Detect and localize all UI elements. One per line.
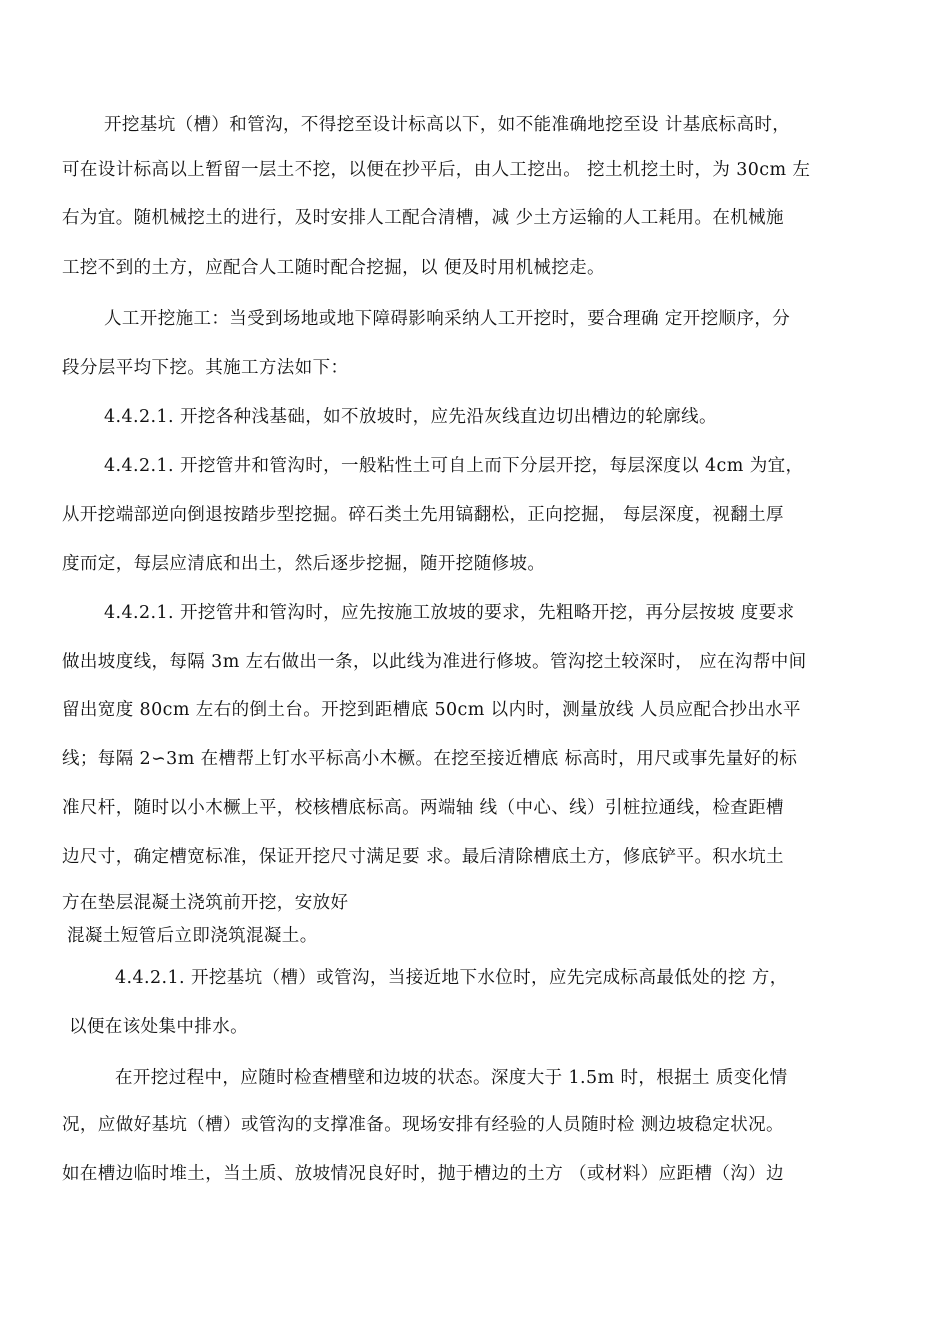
paragraph-5-line-6: 边尺寸，确定槽宽标准，保证开挖尺寸满足要 求。最后清除槽底土方，修底铲平。积水坑土 — [62, 847, 784, 867]
paragraph-5-line-7: 方在垫层混凝土浇筑前开挖，安放好 — [62, 893, 349, 913]
paragraph-7-line-1: 在开挖过程中，应随时检查槽壁和边坡的状态。深度大于 1.5m 时，根据土 质变化情 — [115, 1068, 788, 1088]
paragraph-7-line-3: 如在槽边临时堆土，当土质、放坡情况良好时，抛于槽边的土方 （或材料）应距槽（沟）边 — [62, 1164, 784, 1184]
paragraph-4-line-2: 从开挖端部逆向倒退按踏步型挖掘。碎石类土先用镐翻松，正向挖掘， 每层深度，视翻土厚 — [62, 505, 784, 525]
paragraph-1-line-1: 开挖基坑（槽）和管沟，不得挖至设计标高以下，如不能准确地挖至设 计基底标高时， — [104, 115, 791, 135]
paragraph-6-line-1: 4.4.2.1. 开挖基坑（槽）或管沟，当接近地下水位时，应先完成标高最低处的挖 方， — [115, 968, 788, 988]
paragraph-5-line-8: 混凝土短管后立即浇筑混凝土。 — [67, 926, 318, 946]
paragraph-7-line-2: 况，应做好基坑（槽）或管沟的支撑准备。现场安排有经验的人员随时检 测边坡稳定状况。 — [62, 1115, 784, 1135]
paragraph-3-line-1: 4.4.2.1. 开挖各种浅基础，如不放坡时，应先沿灰线直边切出槽边的轮廓线。 — [104, 407, 717, 427]
paragraph-1-line-2: 可在设计标高以上暂留一层土不挖，以便在抄平后，由人工挖出。 挖土机挖土时，为 30cm 左 — [62, 160, 811, 180]
paragraph-1-line-4: 工挖不到的土方，应配合人工随时配合挖掘，以 便及时用机械挖走。 — [62, 258, 605, 278]
paragraph-6-line-2: 以便在该处集中排水。 — [69, 1017, 248, 1037]
paragraph-5-line-5: 准尺杆，随时以小木橛上平，校核槽底标高。两端轴 线（中心、线）引桩拉通线，检查距槽 — [62, 798, 784, 818]
paragraph-2-line-1: 人工开挖施工：当受到场地或地下障碍影响采纳人工开挖时，要合理确 定开挖顺序，分 — [104, 309, 791, 329]
paragraph-5-line-4: 线；每隔 2∽3m 在槽帮上钉水平标高小木橛。在挖至接近槽底 标高时，用尺或事先量好的标 — [62, 749, 798, 769]
paragraph-2-line-2: 段分层平均下挖。其施工方法如下： — [62, 358, 349, 378]
paragraph-5-line-2: 做出坡度线，每隔 3m 左右做出一条，以此线为准进行修坡。管沟挖土较深时， 应在沟帮中间 — [62, 652, 807, 672]
paragraph-5-line-1: 4.4.2.1. 开挖管井和管沟时，应先按施工放坡的要求，先粗略开挖，再分层按坡 度要求 — [104, 603, 795, 623]
paragraph-4-line-3: 度而定，每层应清底和出土，然后逐步挖掘，随开挖随修坡。 — [62, 554, 546, 574]
paragraph-5-line-3: 留出宽度 80cm 左右的倒土台。开挖到距槽底 50cm 以内时，测量放线 人员应配合抄出水平 — [62, 700, 801, 720]
paragraph-4-line-1: 4.4.2.1. 开挖管井和管沟时，一般粘性土可自上而下分层开挖，每层深度以 4cm 为宜， — [104, 456, 804, 476]
paragraph-1-line-3: 右为宜。随机械挖土的进行，及时安排人工配合清槽，减 少土方运输的人工耗用。在机械施 — [62, 208, 784, 228]
